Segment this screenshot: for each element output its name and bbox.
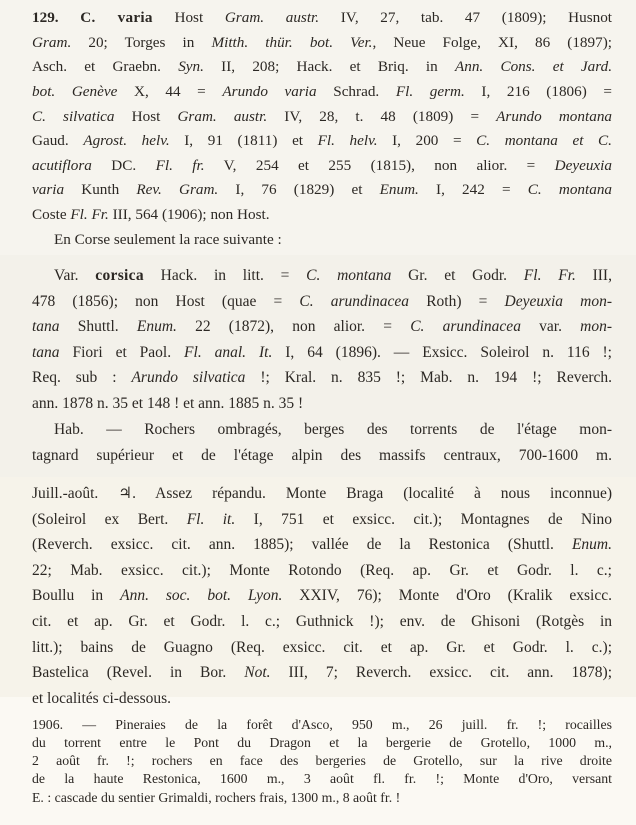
text-run: Hack. in litt. = [143,267,307,284]
text-line [32,105,612,130]
text-run: I, 242 = [418,181,528,198]
bold-text: C. varia [80,9,153,26]
text-line [32,609,612,635]
italic-text: Enum. [136,318,177,335]
text-line [32,314,612,340]
text-line [32,686,612,712]
bold-text: corsica [95,267,144,284]
italic-text: Fl. it. [186,511,236,528]
text-line [32,178,612,203]
italic-text: Fl. anal. It. [184,344,273,361]
text-line [32,443,612,469]
text-line [32,55,612,80]
italic-text: Fl. Fr. [70,206,109,223]
text-line [32,417,612,443]
text-line [32,31,612,56]
text-run: II, 208; Hack. et Briq. in [203,58,455,75]
text-line [32,228,612,253]
italic-text: Deyeuxia [554,157,612,174]
text-run: III, 564 (1906); non Host. [108,206,270,223]
italic-text: C. montana [306,267,392,284]
text-run: Boullu in [32,587,121,604]
text-line [32,154,612,179]
italic-text: Mitth. thür. bot. Ver. [211,34,373,51]
italic-text: Ann. soc. bot. Lyon. [120,587,283,604]
italic-text: C. montana et C. [476,132,612,149]
italic-text: Rev. Gram. [136,181,219,198]
italic-text: Fl. Fr. [523,267,576,284]
text-run: Host [114,108,178,125]
text-run: Coste [32,206,71,223]
text-line [32,6,612,31]
text-line [32,129,612,154]
text-line [32,583,612,609]
italic-text: Fl. germ. [395,83,465,100]
text-run: 1906. — Pineraies de la forêt d'Asco, 950 m., 26 juill. fr. !; rocailles [32,717,612,732]
text-line [32,340,612,366]
text-line [32,481,612,507]
text-line [32,80,612,105]
italic-text: Not. [244,664,271,681]
text-run: I, 91 (1811) et [169,132,318,149]
text-run: Juill.-août. ♃. Assez répandu. Monte Braga (localité à nous inconnue) [32,485,612,502]
italic-text: acutiflora [32,157,92,174]
text-run: Schrad. [316,83,396,100]
italic-text: Deyeuxia mon- [504,293,613,310]
italic-text: C. arundinacea [410,318,521,335]
text-run: IV, 28, t. 48 (1809) = [267,108,497,125]
text-line [32,507,612,533]
text-run: , Neue Folge, XI, 86 (1897); [372,34,612,51]
text-run: Shuttl. [59,318,137,335]
italic-text: bot. Genève [32,83,118,100]
text-line [32,558,612,584]
text-line [32,289,612,315]
text-run: Gaud. [32,132,84,149]
italic-text: Gram. [32,34,72,51]
italic-text: C. arundinacea [299,293,410,310]
text-run: tagnard supérieur et de l'étage alpin des massifs centraux, 700-1600 m. [32,447,612,464]
text-run: I, 76 (1829) et [218,181,380,198]
italic-text: Enum. [571,536,612,553]
text-run: Bastelica (Revel. in Bor. [32,664,245,681]
italic-text: varia [32,181,65,198]
italic-text: Gram. austr. [177,108,268,125]
text-line [32,365,612,391]
text-line [32,203,612,228]
text-run: III, [575,267,612,284]
text-run: X, 44 = [117,83,223,100]
text-run: litt.); bains de Guagno (Req. exsicc. cit. et ap. Gr. et Godr. l. c.); [32,639,612,656]
text-run: 22 (1872), non alior. = [176,318,411,335]
italic-text: Agrost. helv. [83,132,170,149]
text-line [32,391,612,417]
italic-text: C. silvatica [32,108,115,125]
text-line [32,532,612,558]
italic-text: C. montana [527,181,613,198]
text-run: E. : cascade du sentier Grimaldi, rochers frais, 1300 m., 8 août fr. ! [32,790,401,805]
text-run: IV, 27, tab. 47 (1809); Husnot [319,9,613,26]
text-run: Var. [54,267,96,284]
text-line [32,716,612,734]
text-run: III, 7; Reverch. exsicc. cit. ann. 1878); [270,664,613,681]
text-run: Host [152,9,225,26]
italic-text: Gram. austr. [224,9,320,26]
text-run: et localités ci-dessous. [32,690,172,707]
bold-text: 129. [32,9,59,26]
text-run: var. [520,318,581,335]
italic-text: Arundo montana [496,108,612,125]
text-run: Hab. — Rochers ombragés, berges des torrents de l'étage mon- [54,421,612,438]
italic-text: mon- [580,318,613,335]
text-run: (Soleirol ex Bert. [32,511,187,528]
text-run: !; Kral. n. 835 !; Mab. n. 194 !; Reverch. [245,369,612,386]
text-run: 2 août fr. !; rochers en face des bergeries de Grotello, sur la rive droite [32,753,612,768]
text-run: Req. sub : [32,369,132,386]
text-run: du torrent entre le Pont du Dragon et la bergerie de Grotello, 1000 m., [32,735,612,750]
text-run: Kunth [64,181,137,198]
italic-text: Arundo varia [222,83,317,100]
text-run: V, 254 et 255 (1815), non alior. = [204,157,555,174]
text-line [32,789,612,807]
text-line [32,752,612,770]
text-run: I, 200 = [377,132,477,149]
text-run: I, 216 (1806) = [464,83,612,100]
text-run: 478 (1856); non Host (quae = [32,293,300,310]
text-run: Gr. et Godr. [391,267,524,284]
text-line [32,770,612,788]
text-run: I, 751 et exsicc. cit.); Montagnes de Nino [235,511,613,528]
text-run: En Corse seulement la race suivante : [54,231,282,248]
italic-text: Arundo silvatica [131,369,246,386]
text-line [32,635,612,661]
text-line [32,660,612,686]
text-run: I, 64 (1896). — Exsicc. Soleirol n. 116 !; [272,344,612,361]
text-run: DC. [91,157,156,174]
text-run [59,9,81,26]
text-run: Asch. et Graebn. [32,58,179,75]
text-run: 22; Mab. exsicc. cit.); Monte Rotondo (Req. ap. Gr. et Godr. l. c.; [32,562,612,579]
italic-text: Fl. fr. [155,157,205,174]
italic-text: tana [32,318,60,335]
italic-text: Ann. Cons. et Jard. [454,58,612,75]
text-run: cit. et ap. Gr. et Godr. l. c.; Guthnick !); env. de Ghisoni (Rotgès in [32,613,612,630]
text-run: ann. 1878 n. 35 et 148 ! et ann. 1885 n. 35 ! [32,395,304,412]
text-run: 20; Torges in [71,34,212,51]
text-line [32,734,612,752]
text-line [32,263,612,289]
italic-text: tana [32,344,60,361]
italic-text: Enum. [379,181,419,198]
text-run: Fiori et Paol. [59,344,185,361]
text-run: de la haute Restonica, 1600 m., 3 août fl. fr. !; Monte d'Oro, versant [32,771,612,786]
text-run: (Reverch. exsicc. cit. ann. 1885); vallée de la Restonica (Shuttl. [32,536,572,553]
italic-text: Fl. helv. [317,132,378,149]
text-run: XXIV, 76); Monte d'Oro (Kralik exsicc. [282,587,612,604]
text-run: Roth) = [409,293,505,310]
italic-text: Syn. [178,58,204,75]
